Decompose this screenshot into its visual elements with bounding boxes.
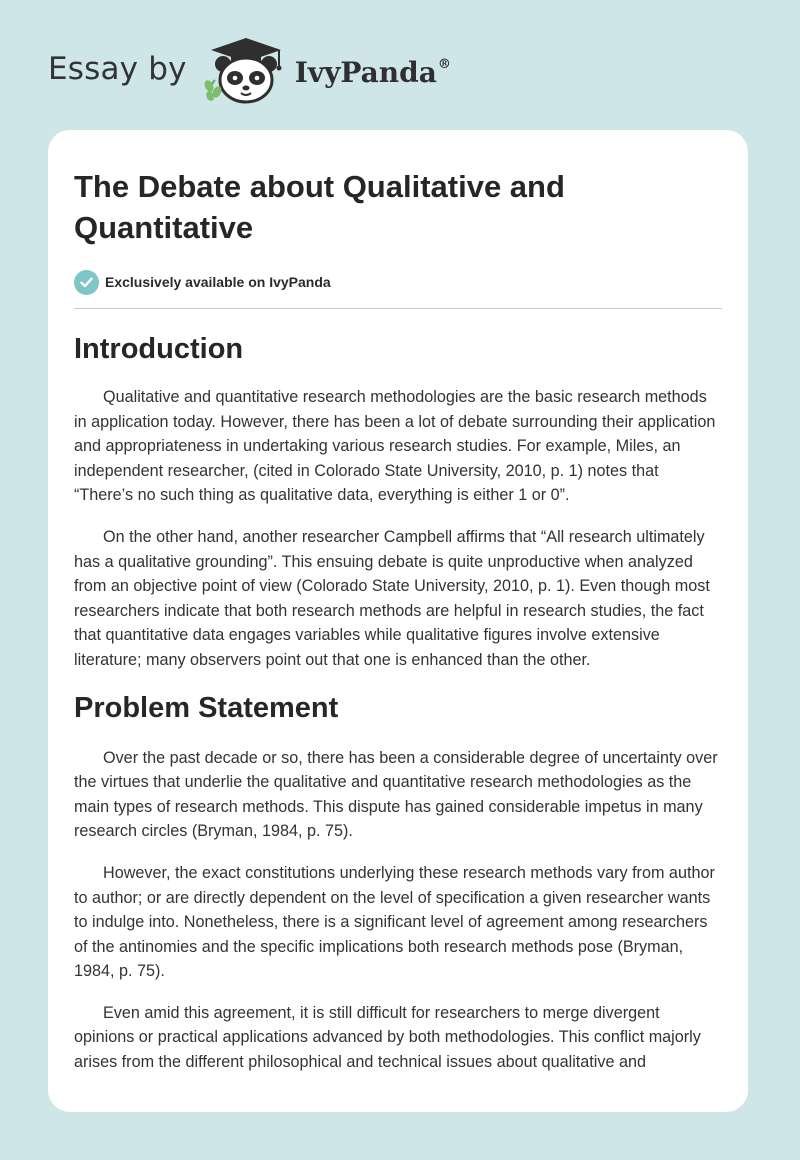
section-heading-introduction: Introduction (74, 333, 244, 365)
essay-title: The Debate about Qualitative and Quantitative (74, 169, 565, 245)
essay-content (48, 130, 748, 1075)
paragraph: Even amid this agreement, it is still difficult for researchers to merge divergent opinions or practical applications advanced by both methodologies. This conflict majorly arises from the different philosophical and technical issues about qualitative and (74, 1003, 701, 1072)
registered-mark: ® (437, 56, 451, 72)
checkmark-icon (80, 277, 93, 288)
exclusive-badge (74, 268, 722, 296)
panda-graduate-icon (201, 36, 291, 106)
check-circle-icon (74, 270, 99, 295)
exclusive-badge-text: Exclusively available on IvyPanda (105, 274, 331, 290)
brand-name (295, 56, 451, 89)
brand-name-text: IvyPanda (294, 55, 437, 89)
paragraph: Over the past decade or so, there has been a considerable degree of uncertainty over the virtues that underlie the qualitative and quantitative research methodologies as the main types of research methods. This dispute has gained considerable impetus in many research circles (Bryman, 1984, p. 75). (74, 748, 718, 841)
paragraph: On the other hand, another researcher Campbell affirms that “All research ultimately has a qualitative grounding”. This ensuing debate is quite unproductive when analyzed from an objective point of view (Colorado State University, 2010, p. 1). Even though most researchers indicate that both research methods are helpful in research studies, the fact that quantitative data engages variables while qualitative figures involve extensive literature; many observers point out that one is enhanced than the other. (74, 527, 710, 669)
paragraph: Qualitative and quantitative research methodologies are the basic research methods in application today. However, there has been a lot of debate surrounding their application and appropriateness in undertaking various research studies. For example, Miles, an independent researcher, (cited in Colorado State University, 2010, p. 1) notes that “There’s no such thing as qualitative data, everything is either 1 or 0”. (74, 388, 716, 505)
essay-card (48, 130, 748, 1112)
title-divider (74, 308, 722, 309)
brand-prefix: Essay by (48, 51, 187, 87)
brand-header[interactable] (48, 36, 451, 106)
paragraph: However, the exact constitutions underlying these research methods vary from author to author; or are directly dependent on the level of specification a given researcher wants to indulge into. Nonetheless, there is a significant level of agreement among researchers of the antinomies and the specific implications both research methods pose (Bryman, 1984, p. 75). (74, 863, 715, 981)
section-heading-problem-statement: Problem Statement (74, 691, 339, 724)
